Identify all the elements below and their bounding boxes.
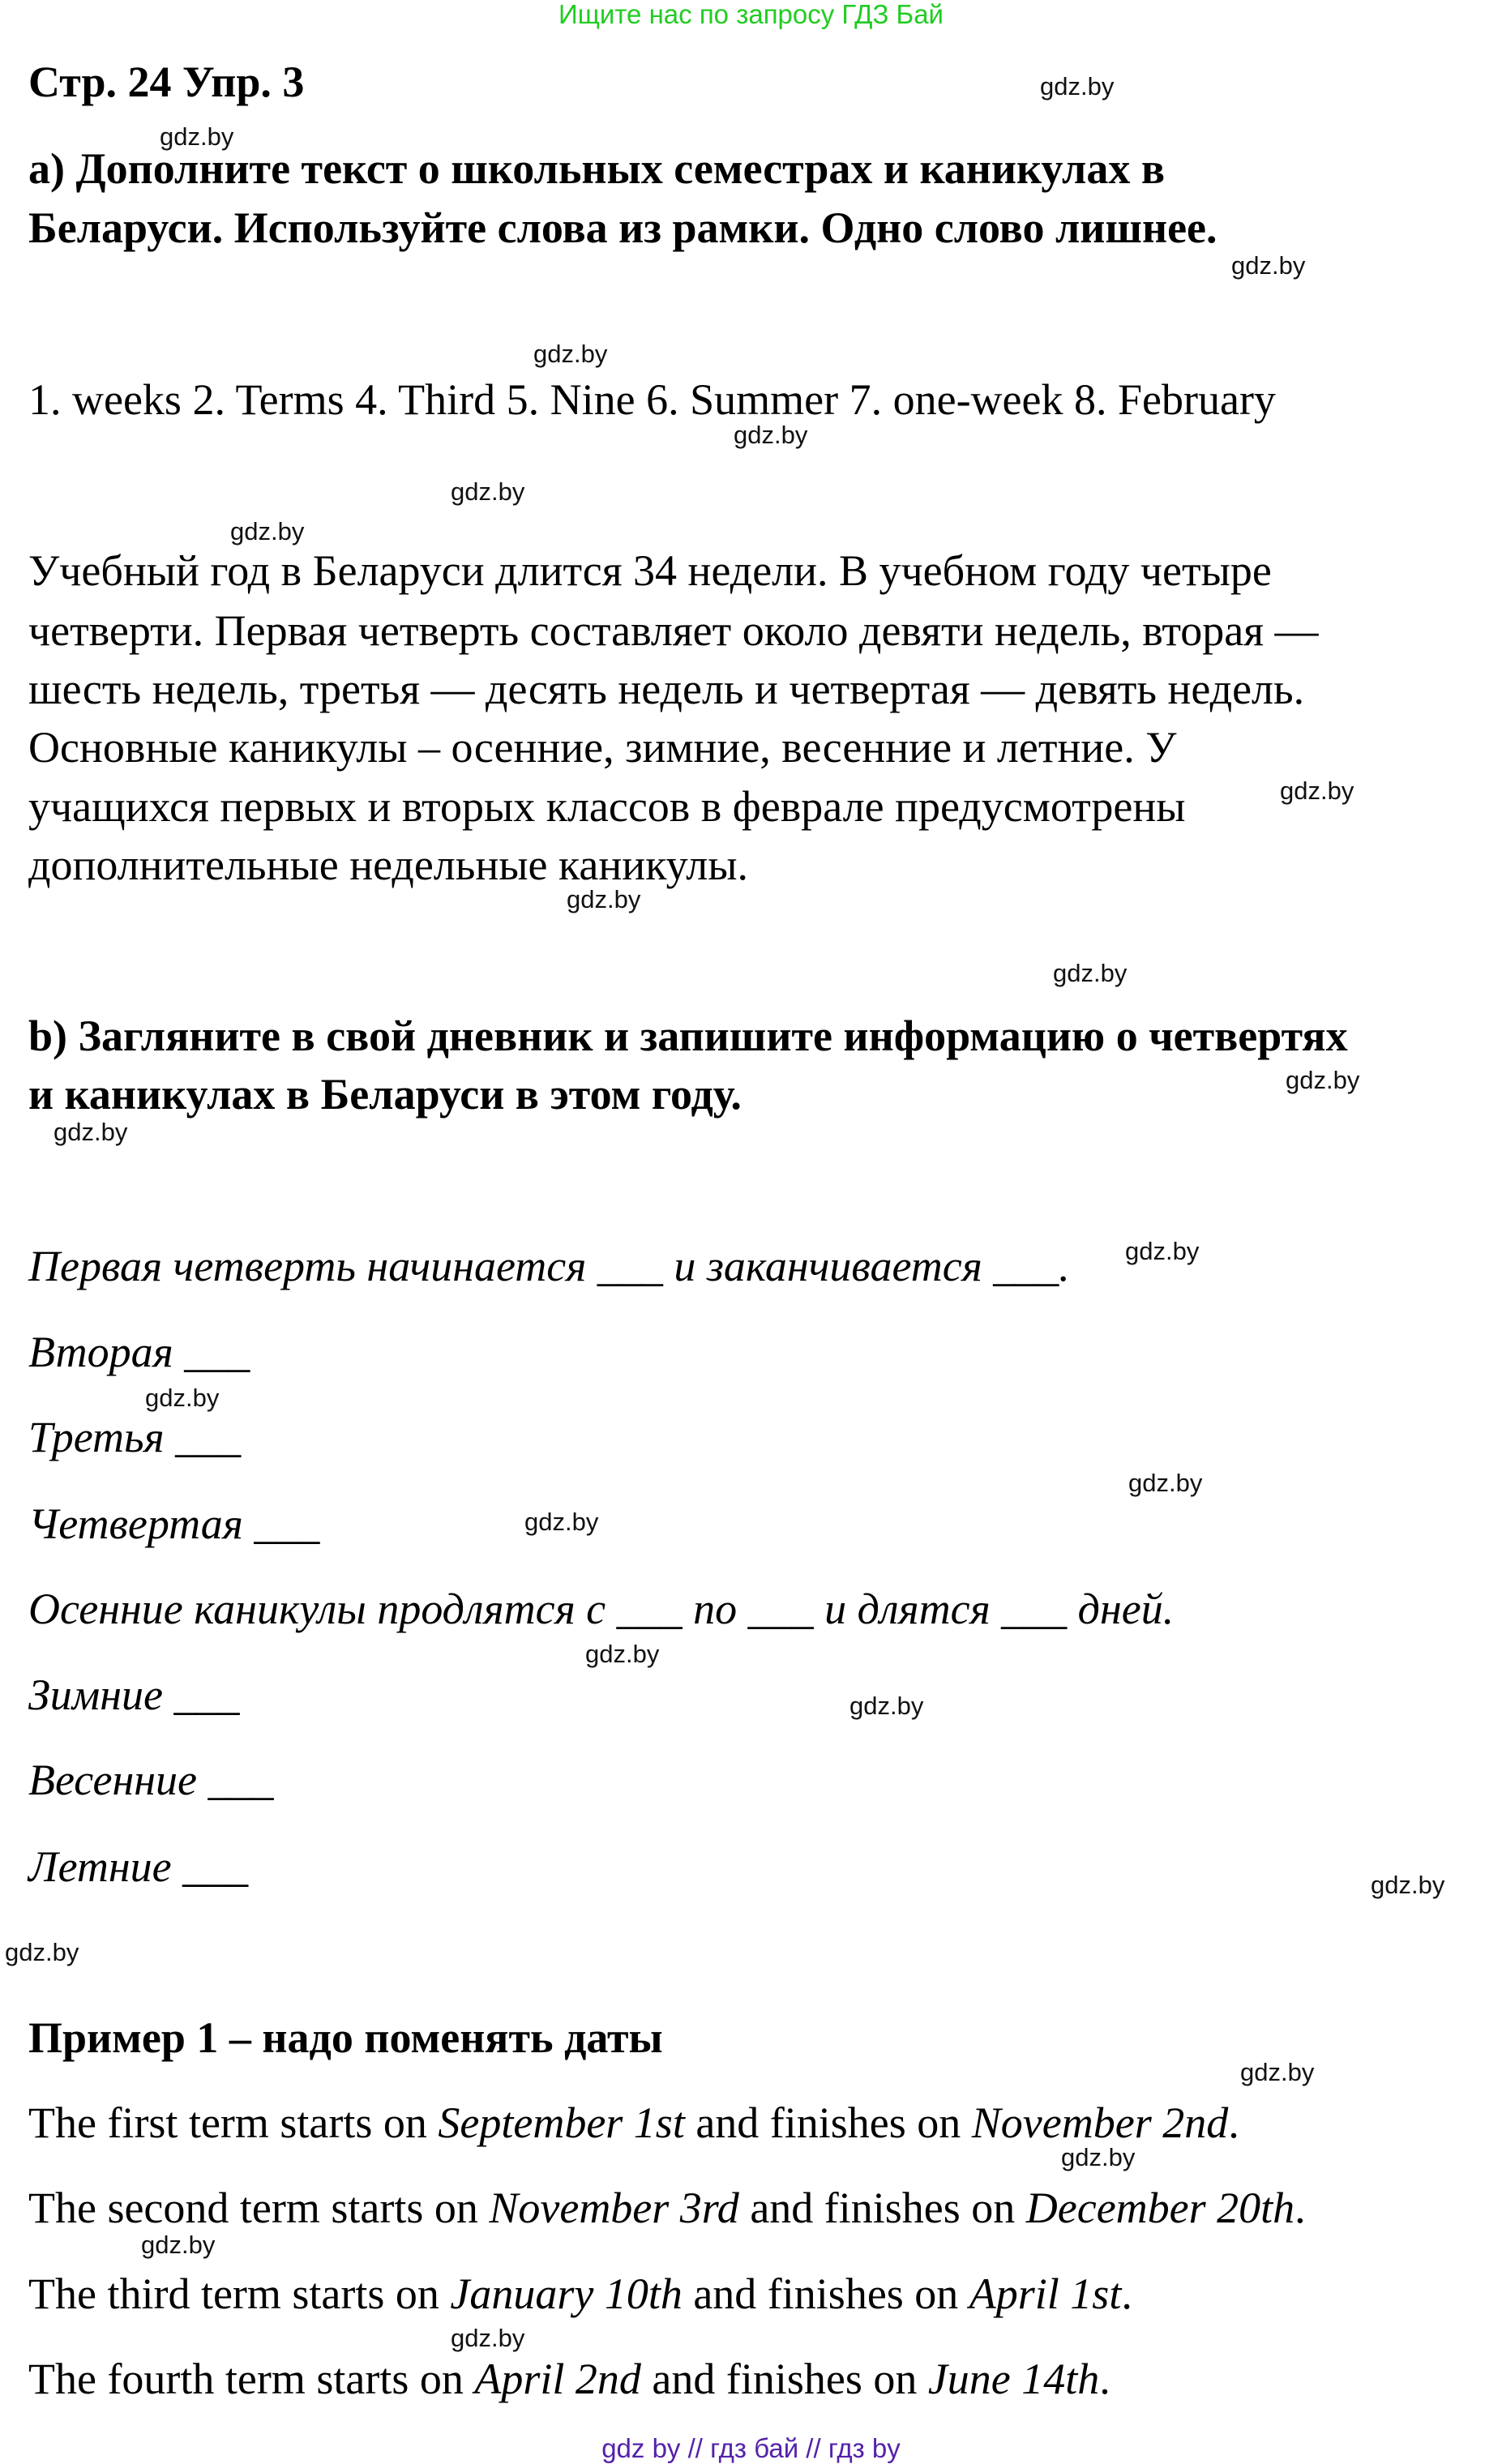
watermark: gdz.by [1231,251,1306,280]
fill-in-line: Третья ___ [28,1413,242,1461]
top-search-link[interactable]: Ищите нас по запросу ГДЗ Бай [558,0,944,29]
part-b-heading-line: b) Загляните в свой дневник и запишите информацию о четвертях [28,1012,1348,1060]
paragraph-line: четверти. Первая четверть составляет около девяти недель, вторая — [28,606,1319,655]
text: and finishes on [684,2098,972,2147]
end-date: December 20th [1025,2184,1295,2232]
watermark: gdz.by [1040,72,1115,101]
text: and finishes on [682,2269,969,2318]
start-date: November 3rd [489,2184,739,2232]
fill-in-line: Осенние каникулы продлятся с ___ по ___ и длятся ___ дней. [28,1585,1175,1633]
text: . [1099,2355,1110,2403]
text: . [1228,2098,1239,2147]
example-line [28,2180,1306,2236]
text: The first term starts on [28,2098,439,2147]
fill-in-line: Летние ___ [28,1842,249,1891]
text: . [1121,2269,1132,2318]
text: . [1294,2184,1306,2232]
fill-in-line: Первая четверть начинается ___ и заканчивается ___. [28,1242,1070,1290]
watermark: gdz.by [1280,776,1354,805]
watermark: gdz.by [230,517,305,545]
fill-in-line: Вторая ___ [28,1328,250,1376]
watermark: gdz.by [1061,2143,1136,2171]
example-line [28,2351,1110,2407]
watermark: gdz.by [533,340,608,368]
text: and finishes on [738,2184,1026,2232]
paragraph-line: дополнительные недельные каникулы. [28,841,749,889]
watermark: gdz.by [849,1692,924,1720]
text: and finishes on [640,2355,928,2403]
watermark: gdz.by [1053,959,1128,987]
text: The second term starts on [28,2184,490,2232]
paragraph-line: учащихся первых и вторых классов в феврале предусмотрены [28,782,1186,831]
example-line [28,2265,1132,2322]
example-line [28,2094,1239,2151]
paragraph-line: Основные каникулы – осенние, зимние, весенние и летние. У [28,723,1177,772]
part-b-heading-line: и каникулах в Беларуси в этом году. [28,1070,742,1119]
answer-words: 1. weeks 2. Terms 4. Third 5. Nine 6. Summer 7. one-week 8. February [28,375,1276,424]
watermark: gdz.by [141,2231,216,2259]
end-date: April 1st [969,2269,1122,2318]
watermark: gdz.by [160,122,234,151]
watermark: gdz.by [585,1640,660,1668]
watermark: gdz.by [567,885,641,913]
watermark: gdz.by [524,1508,599,1536]
fill-in-line: Зимние ___ [28,1670,240,1719]
paragraph-line: Учебный год в Беларуси длится 34 недели. В учебном году четыре [28,546,1272,595]
watermark: gdz.by [1240,2058,1315,2086]
watermark: gdz.by [53,1118,128,1146]
fill-in-line: Весенние ___ [28,1756,274,1804]
watermark: gdz.by [1371,1871,1445,1899]
example-heading: Пример 1 – надо поменять даты [28,2013,663,2062]
watermark: gdz.by [451,2324,525,2352]
start-date: April 2nd [474,2355,641,2403]
watermark: gdz.by [1128,1469,1203,1497]
start-date: September 1st [438,2098,685,2147]
watermark: gdz.by [5,1938,79,1966]
footer-links[interactable]: gdz by // гдз бай // гдз by [601,2433,901,2463]
end-date: June 14th [927,2355,1100,2403]
paragraph-line: шесть недель, третья — десять недель и четвертая — девять недель. [28,665,1305,713]
watermark: gdz.by [451,477,525,506]
text: The third term starts on [28,2269,451,2318]
watermark: gdz.by [734,421,808,449]
part-a-heading-line: а) Дополните текст о школьных семестрах и каникулах в [28,144,1165,193]
watermark: gdz.by [1286,1066,1360,1094]
end-date: November 2nd [971,2098,1229,2147]
page-title: Стр. 24 Упр. 3 [28,58,305,106]
start-date: January 10th [450,2269,683,2318]
part-a-heading-line: Беларуси. Используйте слова из рамки. Одно слово лишнее. [28,203,1217,252]
text: The fourth term starts on [28,2355,475,2403]
watermark: gdz.by [1125,1237,1200,1265]
watermark: gdz.by [145,1384,220,1412]
fill-in-line: Четвертая ___ [28,1499,320,1548]
